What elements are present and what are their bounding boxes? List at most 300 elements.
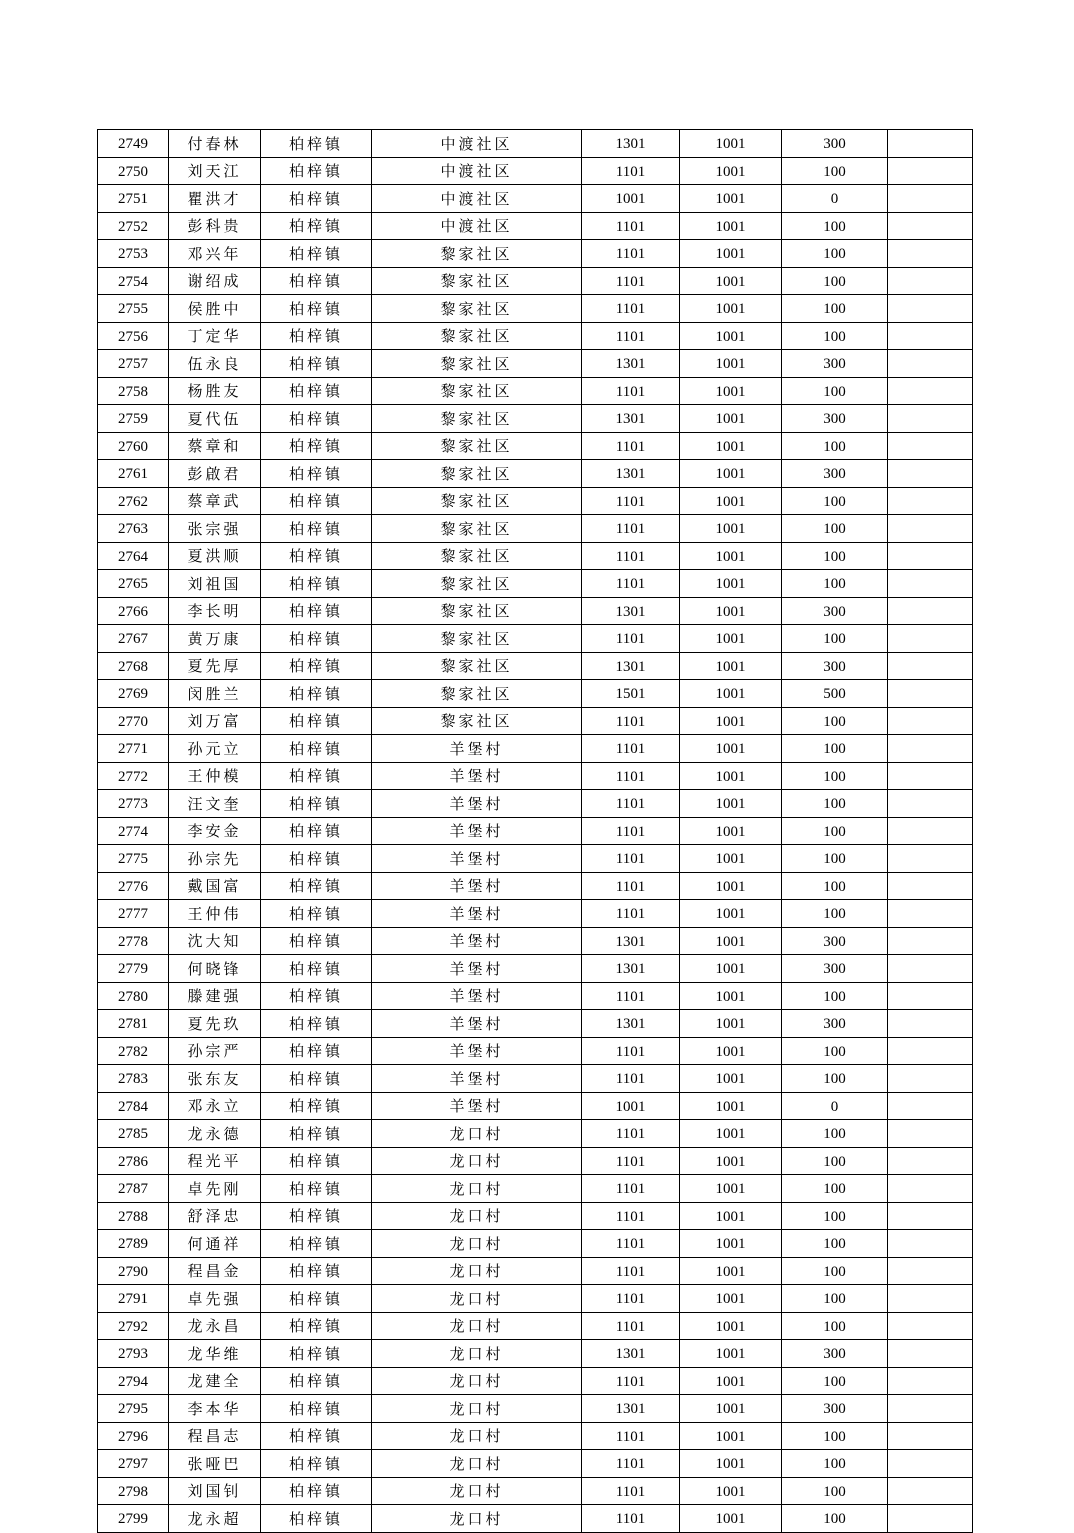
cell-person-name: 瞿洪才 [169, 185, 261, 213]
cell-code-b: 1001 [680, 432, 782, 460]
cell-village-community: 羊堡村 [372, 982, 582, 1010]
cell-code-b: 1001 [680, 570, 782, 598]
cell-row-number: 2792 [98, 1312, 169, 1340]
cell-row-number: 2773 [98, 790, 169, 818]
cell-code-b: 1001 [680, 1065, 782, 1093]
cell-amount: 300 [782, 652, 888, 680]
cell-town: 柏梓镇 [261, 1257, 372, 1285]
cell-code-a: 1001 [582, 185, 680, 213]
cell-remark [888, 900, 973, 928]
cell-code-b: 1001 [680, 1367, 782, 1395]
cell-village-community: 龙口村 [372, 1202, 582, 1230]
cell-village-community: 中渡社区 [372, 185, 582, 213]
cell-town: 柏梓镇 [261, 1230, 372, 1258]
cell-town: 柏梓镇 [261, 652, 372, 680]
cell-person-name: 付春林 [169, 130, 261, 158]
cell-amount: 300 [782, 955, 888, 983]
cell-code-a: 1101 [582, 982, 680, 1010]
cell-amount: 100 [782, 1505, 888, 1533]
cell-code-a: 1101 [582, 1505, 680, 1533]
cell-amount: 100 [782, 982, 888, 1010]
cell-amount: 100 [782, 817, 888, 845]
cell-remark [888, 1367, 973, 1395]
cell-town: 柏梓镇 [261, 1450, 372, 1478]
cell-row-number: 2780 [98, 982, 169, 1010]
table-row [98, 597, 973, 625]
cell-village-community: 羊堡村 [372, 762, 582, 790]
cell-code-a: 1101 [582, 1175, 680, 1203]
cell-code-b: 1001 [680, 790, 782, 818]
cell-village-community: 龙口村 [372, 1147, 582, 1175]
cell-code-a: 1101 [582, 1285, 680, 1313]
cell-amount: 500 [782, 680, 888, 708]
cell-village-community: 黎家社区 [372, 542, 582, 570]
cell-remark [888, 845, 973, 873]
cell-village-community: 黎家社区 [372, 267, 582, 295]
cell-amount: 0 [782, 1092, 888, 1120]
cell-person-name: 夏代伍 [169, 405, 261, 433]
cell-remark [888, 1230, 973, 1258]
cell-code-b: 1001 [680, 1257, 782, 1285]
cell-code-a: 1101 [582, 872, 680, 900]
cell-village-community: 羊堡村 [372, 927, 582, 955]
table-row [98, 735, 973, 763]
cell-remark [888, 240, 973, 268]
table-row [98, 762, 973, 790]
table-row [98, 515, 973, 543]
cell-village-community: 龙口村 [372, 1395, 582, 1423]
table-row [98, 570, 973, 598]
cell-code-a: 1101 [582, 900, 680, 928]
cell-person-name: 夏先玖 [169, 1010, 261, 1038]
cell-amount: 300 [782, 597, 888, 625]
cell-row-number: 2759 [98, 405, 169, 433]
cell-amount: 100 [782, 212, 888, 240]
cell-code-b: 1001 [680, 295, 782, 323]
cell-row-number: 2768 [98, 652, 169, 680]
cell-town: 柏梓镇 [261, 1065, 372, 1093]
cell-village-community: 黎家社区 [372, 597, 582, 625]
cell-code-b: 1001 [680, 487, 782, 515]
cell-person-name: 丁定华 [169, 322, 261, 350]
cell-village-community: 羊堡村 [372, 735, 582, 763]
cell-row-number: 2783 [98, 1065, 169, 1093]
cell-village-community: 中渡社区 [372, 212, 582, 240]
cell-code-a: 1101 [582, 1477, 680, 1505]
table-row [98, 1120, 973, 1148]
cell-code-a: 1101 [582, 267, 680, 295]
cell-code-a: 1301 [582, 405, 680, 433]
cell-person-name: 龙建全 [169, 1367, 261, 1395]
cell-person-name: 刘国钊 [169, 1477, 261, 1505]
cell-row-number: 2769 [98, 680, 169, 708]
table-row [98, 817, 973, 845]
cell-person-name: 张宗强 [169, 515, 261, 543]
cell-remark [888, 570, 973, 598]
cell-code-a: 1101 [582, 1422, 680, 1450]
cell-row-number: 2775 [98, 845, 169, 873]
cell-village-community: 羊堡村 [372, 845, 582, 873]
cell-town: 柏梓镇 [261, 1422, 372, 1450]
cell-amount: 100 [782, 570, 888, 598]
cell-code-b: 1001 [680, 845, 782, 873]
cell-row-number: 2787 [98, 1175, 169, 1203]
cell-person-name: 杨胜友 [169, 377, 261, 405]
cell-town: 柏梓镇 [261, 130, 372, 158]
cell-village-community: 黎家社区 [372, 350, 582, 378]
cell-remark [888, 377, 973, 405]
cell-person-name: 龙永昌 [169, 1312, 261, 1340]
table-row [98, 1422, 973, 1450]
cell-remark [888, 515, 973, 543]
cell-code-b: 1001 [680, 1120, 782, 1148]
table-row [98, 377, 973, 405]
cell-code-a: 1101 [582, 1230, 680, 1258]
cell-town: 柏梓镇 [261, 1340, 372, 1368]
cell-town: 柏梓镇 [261, 267, 372, 295]
cell-village-community: 龙口村 [372, 1257, 582, 1285]
cell-town: 柏梓镇 [261, 1120, 372, 1148]
cell-amount: 100 [782, 1147, 888, 1175]
cell-village-community: 中渡社区 [372, 157, 582, 185]
cell-code-a: 1101 [582, 762, 680, 790]
cell-person-name: 孙宗严 [169, 1037, 261, 1065]
cell-person-name: 邓永立 [169, 1092, 261, 1120]
cell-person-name: 舒泽忠 [169, 1202, 261, 1230]
cell-row-number: 2756 [98, 322, 169, 350]
cell-code-a: 1101 [582, 157, 680, 185]
cell-amount: 300 [782, 1340, 888, 1368]
cell-code-a: 1301 [582, 927, 680, 955]
cell-remark [888, 295, 973, 323]
cell-remark [888, 157, 973, 185]
cell-code-b: 1001 [680, 982, 782, 1010]
table-row [98, 350, 973, 378]
table-row [98, 1367, 973, 1395]
cell-code-b: 1001 [680, 1202, 782, 1230]
cell-village-community: 龙口村 [372, 1505, 582, 1533]
cell-remark [888, 1505, 973, 1533]
cell-amount: 100 [782, 267, 888, 295]
cell-amount: 100 [782, 1037, 888, 1065]
cell-amount: 100 [782, 845, 888, 873]
cell-person-name: 王仲伟 [169, 900, 261, 928]
cell-amount: 100 [782, 542, 888, 570]
cell-remark [888, 927, 973, 955]
cell-person-name: 侯胜中 [169, 295, 261, 323]
cell-amount: 100 [782, 240, 888, 268]
cell-village-community: 黎家社区 [372, 432, 582, 460]
cell-code-b: 1001 [680, 1395, 782, 1423]
cell-row-number: 2793 [98, 1340, 169, 1368]
cell-row-number: 2766 [98, 597, 169, 625]
table-row [98, 652, 973, 680]
cell-person-name: 刘万富 [169, 707, 261, 735]
cell-village-community: 龙口村 [372, 1477, 582, 1505]
cell-town: 柏梓镇 [261, 1092, 372, 1120]
cell-town: 柏梓镇 [261, 432, 372, 460]
cell-remark [888, 1092, 973, 1120]
table-row [98, 845, 973, 873]
cell-amount: 100 [782, 625, 888, 653]
cell-row-number: 2761 [98, 460, 169, 488]
cell-remark [888, 405, 973, 433]
cell-amount: 100 [782, 790, 888, 818]
cell-person-name: 刘祖国 [169, 570, 261, 598]
cell-town: 柏梓镇 [261, 1202, 372, 1230]
cell-code-b: 1001 [680, 1450, 782, 1478]
cell-village-community: 黎家社区 [372, 405, 582, 433]
table-row [98, 460, 973, 488]
cell-town: 柏梓镇 [261, 1367, 372, 1395]
cell-village-community: 羊堡村 [372, 817, 582, 845]
table-row [98, 1065, 973, 1093]
table-row [98, 185, 973, 213]
cell-code-b: 1001 [680, 1285, 782, 1313]
cell-code-b: 1001 [680, 542, 782, 570]
table-row [98, 900, 973, 928]
cell-row-number: 2753 [98, 240, 169, 268]
table-row [98, 432, 973, 460]
cell-town: 柏梓镇 [261, 762, 372, 790]
data-table-container [97, 129, 973, 1533]
cell-town: 柏梓镇 [261, 487, 372, 515]
cell-village-community: 龙口村 [372, 1340, 582, 1368]
table-row [98, 1175, 973, 1203]
cell-code-b: 1001 [680, 460, 782, 488]
cell-code-b: 1001 [680, 872, 782, 900]
cell-code-a: 1301 [582, 597, 680, 625]
table-row [98, 1092, 973, 1120]
cell-remark [888, 212, 973, 240]
cell-village-community: 龙口村 [372, 1312, 582, 1340]
cell-remark [888, 1147, 973, 1175]
cell-amount: 100 [782, 157, 888, 185]
cell-code-b: 1001 [680, 625, 782, 653]
cell-village-community: 黎家社区 [372, 377, 582, 405]
cell-remark [888, 1010, 973, 1038]
cell-code-a: 1101 [582, 1120, 680, 1148]
cell-amount: 100 [782, 872, 888, 900]
cell-row-number: 2757 [98, 350, 169, 378]
cell-amount: 100 [782, 900, 888, 928]
cell-remark [888, 707, 973, 735]
cell-village-community: 羊堡村 [372, 900, 582, 928]
cell-person-name: 程光平 [169, 1147, 261, 1175]
cell-code-b: 1001 [680, 1010, 782, 1038]
cell-village-community: 羊堡村 [372, 1065, 582, 1093]
cell-code-a: 1101 [582, 1450, 680, 1478]
cell-village-community: 羊堡村 [372, 1010, 582, 1038]
cell-town: 柏梓镇 [261, 570, 372, 598]
cell-town: 柏梓镇 [261, 707, 372, 735]
cell-code-a: 1301 [582, 652, 680, 680]
table-row [98, 157, 973, 185]
cell-code-a: 1101 [582, 212, 680, 240]
cell-row-number: 2752 [98, 212, 169, 240]
cell-row-number: 2785 [98, 1120, 169, 1148]
cell-town: 柏梓镇 [261, 1147, 372, 1175]
cell-village-community: 龙口村 [372, 1120, 582, 1148]
table-row [98, 295, 973, 323]
table-row [98, 212, 973, 240]
cell-person-name: 伍永良 [169, 350, 261, 378]
cell-row-number: 2789 [98, 1230, 169, 1258]
cell-village-community: 龙口村 [372, 1450, 582, 1478]
cell-person-name: 程昌志 [169, 1422, 261, 1450]
cell-person-name: 张东友 [169, 1065, 261, 1093]
cell-person-name: 李长明 [169, 597, 261, 625]
cell-code-b: 1001 [680, 955, 782, 983]
cell-town: 柏梓镇 [261, 872, 372, 900]
cell-person-name: 孙宗先 [169, 845, 261, 873]
cell-row-number: 2774 [98, 817, 169, 845]
cell-code-b: 1001 [680, 817, 782, 845]
cell-code-a: 1301 [582, 955, 680, 983]
cell-code-a: 1301 [582, 1340, 680, 1368]
cell-remark [888, 1395, 973, 1423]
cell-row-number: 2791 [98, 1285, 169, 1313]
table-row [98, 927, 973, 955]
cell-town: 柏梓镇 [261, 1312, 372, 1340]
table-row [98, 1230, 973, 1258]
cell-village-community: 黎家社区 [372, 625, 582, 653]
cell-amount: 100 [782, 1120, 888, 1148]
cell-remark [888, 597, 973, 625]
cell-amount: 100 [782, 1065, 888, 1093]
cell-row-number: 2765 [98, 570, 169, 598]
cell-town: 柏梓镇 [261, 597, 372, 625]
cell-code-a: 1101 [582, 322, 680, 350]
cell-code-b: 1001 [680, 1147, 782, 1175]
cell-amount: 300 [782, 460, 888, 488]
table-row [98, 1202, 973, 1230]
cell-person-name: 戴国富 [169, 872, 261, 900]
cell-code-b: 1001 [680, 157, 782, 185]
cell-amount: 100 [782, 1477, 888, 1505]
cell-code-a: 1301 [582, 460, 680, 488]
cell-town: 柏梓镇 [261, 185, 372, 213]
table-row [98, 1505, 973, 1533]
cell-code-a: 1301 [582, 130, 680, 158]
cell-code-a: 1101 [582, 1367, 680, 1395]
cell-remark [888, 872, 973, 900]
cell-village-community: 黎家社区 [372, 240, 582, 268]
cell-village-community: 龙口村 [372, 1367, 582, 1395]
cell-amount: 300 [782, 927, 888, 955]
cell-remark [888, 432, 973, 460]
cell-row-number: 2794 [98, 1367, 169, 1395]
cell-code-a: 1101 [582, 240, 680, 268]
table-row [98, 1037, 973, 1065]
cell-row-number: 2788 [98, 1202, 169, 1230]
cell-code-b: 1001 [680, 130, 782, 158]
cell-village-community: 黎家社区 [372, 515, 582, 543]
cell-person-name: 何晓锋 [169, 955, 261, 983]
table-row [98, 1257, 973, 1285]
cell-person-name: 张哑巴 [169, 1450, 261, 1478]
cell-code-b: 1001 [680, 707, 782, 735]
cell-amount: 100 [782, 1202, 888, 1230]
cell-code-b: 1001 [680, 1312, 782, 1340]
cell-code-b: 1001 [680, 1477, 782, 1505]
cell-person-name: 龙永德 [169, 1120, 261, 1148]
cell-village-community: 龙口村 [372, 1285, 582, 1313]
cell-code-a: 1101 [582, 735, 680, 763]
cell-remark [888, 982, 973, 1010]
cell-town: 柏梓镇 [261, 1010, 372, 1038]
cell-amount: 100 [782, 1257, 888, 1285]
cell-village-community: 羊堡村 [372, 1037, 582, 1065]
cell-row-number: 2760 [98, 432, 169, 460]
cell-row-number: 2784 [98, 1092, 169, 1120]
cell-row-number: 2755 [98, 295, 169, 323]
cell-code-b: 1001 [680, 350, 782, 378]
cell-town: 柏梓镇 [261, 1285, 372, 1313]
cell-remark [888, 680, 973, 708]
cell-row-number: 2751 [98, 185, 169, 213]
cell-remark [888, 1477, 973, 1505]
cell-code-a: 1501 [582, 680, 680, 708]
cell-code-b: 1001 [680, 1422, 782, 1450]
table-row [98, 1010, 973, 1038]
cell-code-b: 1001 [680, 762, 782, 790]
table-row [98, 487, 973, 515]
table-row [98, 1395, 973, 1423]
cell-remark [888, 1120, 973, 1148]
cell-code-a: 1101 [582, 1312, 680, 1340]
cell-amount: 300 [782, 350, 888, 378]
table-row [98, 707, 973, 735]
cell-village-community: 黎家社区 [372, 295, 582, 323]
cell-person-name: 王仲模 [169, 762, 261, 790]
cell-code-b: 1001 [680, 1505, 782, 1533]
cell-person-name: 谢绍成 [169, 267, 261, 295]
cell-code-b: 1001 [680, 515, 782, 543]
cell-row-number: 2762 [98, 487, 169, 515]
cell-amount: 100 [782, 515, 888, 543]
cell-town: 柏梓镇 [261, 625, 372, 653]
cell-amount: 100 [782, 295, 888, 323]
cell-village-community: 黎家社区 [372, 322, 582, 350]
cell-person-name: 卓先强 [169, 1285, 261, 1313]
cell-row-number: 2798 [98, 1477, 169, 1505]
cell-amount: 100 [782, 1230, 888, 1258]
cell-row-number: 2779 [98, 955, 169, 983]
cell-village-community: 黎家社区 [372, 707, 582, 735]
cell-person-name: 龙华维 [169, 1340, 261, 1368]
cell-row-number: 2776 [98, 872, 169, 900]
cell-row-number: 2763 [98, 515, 169, 543]
cell-remark [888, 487, 973, 515]
cell-town: 柏梓镇 [261, 927, 372, 955]
table-row [98, 1312, 973, 1340]
cell-person-name: 彭啟君 [169, 460, 261, 488]
cell-town: 柏梓镇 [261, 982, 372, 1010]
cell-town: 柏梓镇 [261, 212, 372, 240]
cell-code-b: 1001 [680, 1175, 782, 1203]
cell-remark [888, 762, 973, 790]
cell-town: 柏梓镇 [261, 240, 372, 268]
cell-code-a: 1101 [582, 817, 680, 845]
cell-code-b: 1001 [680, 240, 782, 268]
cell-remark [888, 130, 973, 158]
cell-town: 柏梓镇 [261, 817, 372, 845]
cell-remark [888, 955, 973, 983]
cell-remark [888, 1285, 973, 1313]
cell-code-b: 1001 [680, 1230, 782, 1258]
table-row [98, 790, 973, 818]
